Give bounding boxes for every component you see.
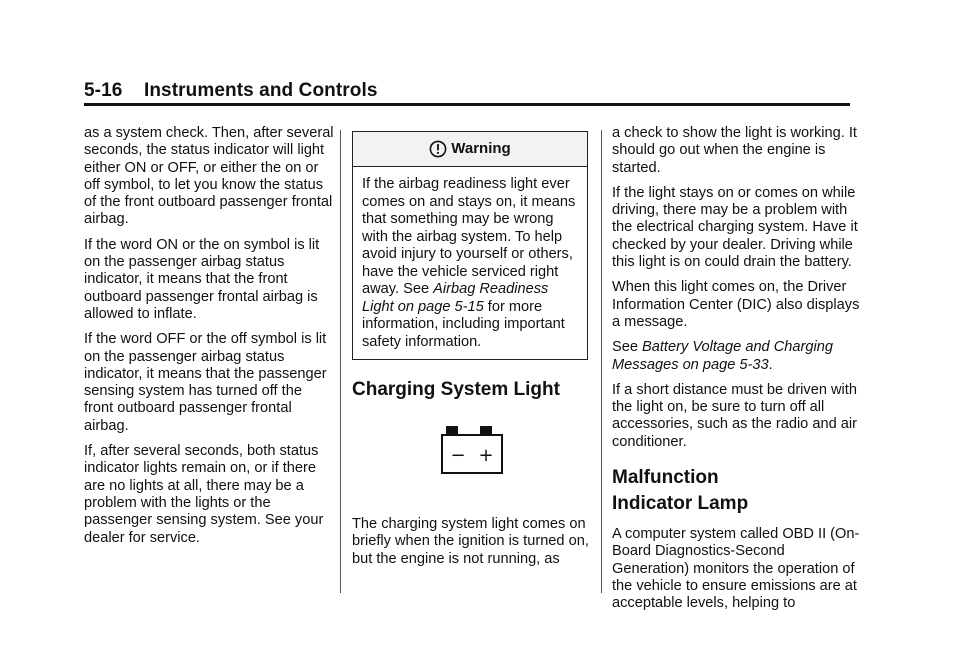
column-divider-2	[601, 130, 602, 593]
warning-cross-reference[interactable]: Airbag Readiness Light on page 5-15	[362, 281, 549, 315]
paragraph: If the word ON or the on symbol is lit on the passenger airbag status indicator, it means that the front outboard passenger frontal airbag is allowed to inflate.	[84, 236, 320, 322]
warning-title-bar	[353, 132, 587, 167]
paragraph: A computer system called OBD II (On-Board Diagnostics-Second Generation) monitors the operation of the vehicle to ensure emissions are at acceptable levels, helping to	[612, 526, 860, 612]
see-prefix: See	[612, 339, 643, 356]
paragraph: If, after several seconds, both status indicator lights remain on, or if there are no lights at all, there may be a problem with the lights or the passenger sensing system. See your dealer for service.	[84, 443, 324, 546]
column-3	[612, 125, 862, 621]
battery-icon-container	[352, 424, 590, 496]
column-divider-1	[340, 130, 341, 593]
heading-line-1: Malfunction	[612, 467, 719, 489]
warning-title: Warning	[451, 140, 511, 158]
paragraph: If a short distance must be driven with the light on, be sure to turn off all accessories, such as the radio and air conditioner.	[612, 381, 857, 450]
column-2	[352, 131, 590, 576]
battery-plus-label: +	[478, 445, 494, 466]
page-number: 5-16	[84, 80, 123, 101]
section-title: Instruments and Controls	[143, 80, 378, 101]
paragraph: When this light comes on, the Driver Information Center (DIC) also displays a message.	[612, 279, 860, 330]
section-heading-charging: Charging System Light	[352, 379, 560, 400]
battery-voltage-cross-reference[interactable]: Battery Voltage and Charging Messages on page 5-33	[612, 339, 833, 373]
warning-text-end: for more information, including important safety information.	[362, 298, 565, 350]
section-heading-malfunction	[612, 465, 862, 517]
paragraph: a check to show the light is working. It should go out when the engine is started.	[612, 125, 857, 176]
paragraph: If the word OFF or the off symbol is lit on the passenger airbag status indicator, it means that the passenger sensing system has turned off the front outboard passenger frontal airbag.	[84, 331, 327, 434]
battery-minus-label: −	[450, 445, 466, 466]
page-header	[84, 80, 378, 102]
warning-icon	[429, 140, 447, 158]
warning-box	[352, 131, 588, 360]
warning-text: If the airbag readiness light ever comes on and stays on, it means that something may be wrong with the airbag system. To help avoid injury to yourself or others, have the vehicle serviced right away. See	[362, 176, 576, 297]
warning-body	[353, 167, 587, 359]
see-reference-paragraph	[612, 339, 862, 374]
paragraph: The charging system light comes on briefly when the ignition is turned on, but the engine is not running, as	[352, 516, 589, 567]
paragraph: If the light stays on or comes on while driving, there may be a problem with the electrical charging system. Have it checked by your dealer. Driving while this light is on could drain the battery.	[612, 184, 858, 271]
paragraph: as a system check. Then, after several seconds, the status indicator will light either ON or OFF, or either the on or off symbol, to let you know the status of the front outboard passenger frontal airbag.	[84, 125, 334, 228]
header-rule	[84, 103, 850, 106]
column-1	[84, 125, 334, 555]
see-suffix: .	[768, 356, 773, 373]
heading-line-2: Indicator Lamp	[612, 493, 749, 515]
battery-icon	[440, 424, 504, 496]
